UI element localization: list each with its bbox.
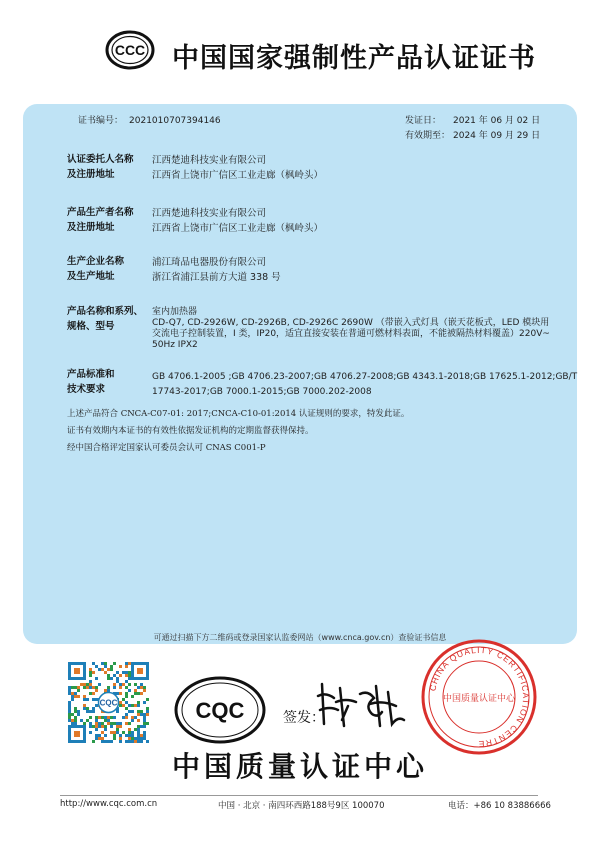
product-models-line2: 交流电子控制装置，I 类，IP20，适宜直接安装在普通可燃材料表面，不能被隔热材料覆盖）220V~ bbox=[152, 329, 550, 339]
qr-center-logo: CQC bbox=[99, 698, 118, 708]
note-line2: 证书有效期内本证书的有效性依据发证机构的定期监督获得保持。 bbox=[67, 426, 314, 436]
manufacturer-value bbox=[152, 208, 323, 234]
note-line3: 经中国合格评定国家认可委员会认可 CNAS C001-P bbox=[67, 443, 266, 453]
issue-date-value: 2021 年 06 月 02 日 bbox=[453, 116, 541, 126]
standard-line1: GB 4706.1-2005 ;GB 4706.23-2007;GB 4706.27-2008;GB 4343.1-2018;GB 17625.1-2012;GB/T bbox=[152, 372, 578, 382]
footer-website[interactable]: http://www.cqc.com.cn bbox=[60, 799, 158, 809]
qr-code-icon[interactable] bbox=[66, 660, 151, 745]
factory-address: 浙江省浦江县前方大道 338 号 bbox=[152, 272, 281, 283]
factory-value bbox=[152, 257, 281, 283]
note-line1: 上述产品符合 CNCA-C07-01: 2017;CNCA-C10-01:2014 认证规则的要求，特发此证。 bbox=[67, 409, 410, 419]
expiry-date-label: 有效期至： bbox=[405, 131, 451, 141]
footer-divider bbox=[60, 795, 538, 796]
product-value bbox=[152, 307, 550, 351]
manufacturer-name: 江西楚迪科技实业有限公司 bbox=[152, 208, 267, 219]
footer-address: 中国 · 北京 · 南四环西路188号9区 100070 bbox=[218, 801, 385, 811]
product-label: 产品名称和系列、 规格、型号 bbox=[67, 306, 144, 332]
cqc-logo-icon bbox=[174, 676, 266, 744]
seal-ring-text: CHINA QUALITY CERTIFICATION CENTRE bbox=[427, 644, 532, 750]
applicant-name: 江西楚迪科技实业有限公司 bbox=[152, 155, 267, 166]
product-models-line3: 50Hz IPX2 bbox=[152, 340, 198, 350]
applicant-value bbox=[152, 155, 323, 181]
factory-label: 生产企业名称 及生产地址 bbox=[67, 256, 125, 282]
certificate-dates bbox=[405, 113, 540, 143]
product-models-line1: CD-Q7, CD-2926W, CD-2926B, CD-2926C 2690W （带嵌入式灯具（嵌天花板式，LED 模块用 bbox=[152, 318, 550, 328]
certificate-number-label: 证书编号： bbox=[78, 116, 124, 126]
certificate-number bbox=[78, 113, 221, 126]
signature-label: 签发： bbox=[283, 710, 325, 726]
manufacturer-address: 江西省上饶市广信区工业走廊（枫岭头） bbox=[152, 223, 324, 234]
applicant-address: 江西省上饶市广信区工业走廊（枫岭头） bbox=[152, 170, 324, 181]
issuer-name: 中国质量认证中心 bbox=[171, 750, 428, 783]
ccc-logo-icon bbox=[105, 30, 155, 70]
standard-label: 产品标准和 技术要求 bbox=[67, 369, 115, 395]
standard-value bbox=[152, 370, 577, 400]
footer-phone: 电话：+86 10 83886666 bbox=[448, 801, 551, 811]
factory-name: 浦江琦品电器股份有限公司 bbox=[152, 257, 267, 268]
seal-inner-text: 中国质量认证中心 bbox=[442, 694, 516, 704]
ccc-logo-text: CCC bbox=[114, 42, 146, 58]
standard-line2: 17743-2017;GB 7000.1-2015;GB 7000.202-2008 bbox=[152, 387, 372, 397]
expiry-date-value: 2024 年 09 月 29 日 bbox=[453, 131, 541, 141]
signature-image bbox=[312, 676, 412, 732]
certificate-notes bbox=[67, 406, 409, 457]
official-seal-stamp bbox=[420, 638, 538, 756]
product-name: 室内加热器 bbox=[152, 307, 198, 317]
certificate-number-value: 2021010707394146 bbox=[129, 116, 221, 126]
applicant-label: 认证委托人名称 及注册地址 bbox=[67, 154, 134, 180]
cqc-logo-text: CQC bbox=[195, 698, 245, 723]
manufacturer-label: 产品生产者名称 及注册地址 bbox=[67, 207, 134, 233]
issue-date-label: 发证日： bbox=[405, 116, 442, 126]
document-title: 中国国家强制性产品认证证书 bbox=[172, 43, 536, 74]
scan-instruction: 可通过扫描下方二维码或登录国家认监委网站（www.cnca.gov.cn）查验证书信息 bbox=[153, 633, 447, 642]
